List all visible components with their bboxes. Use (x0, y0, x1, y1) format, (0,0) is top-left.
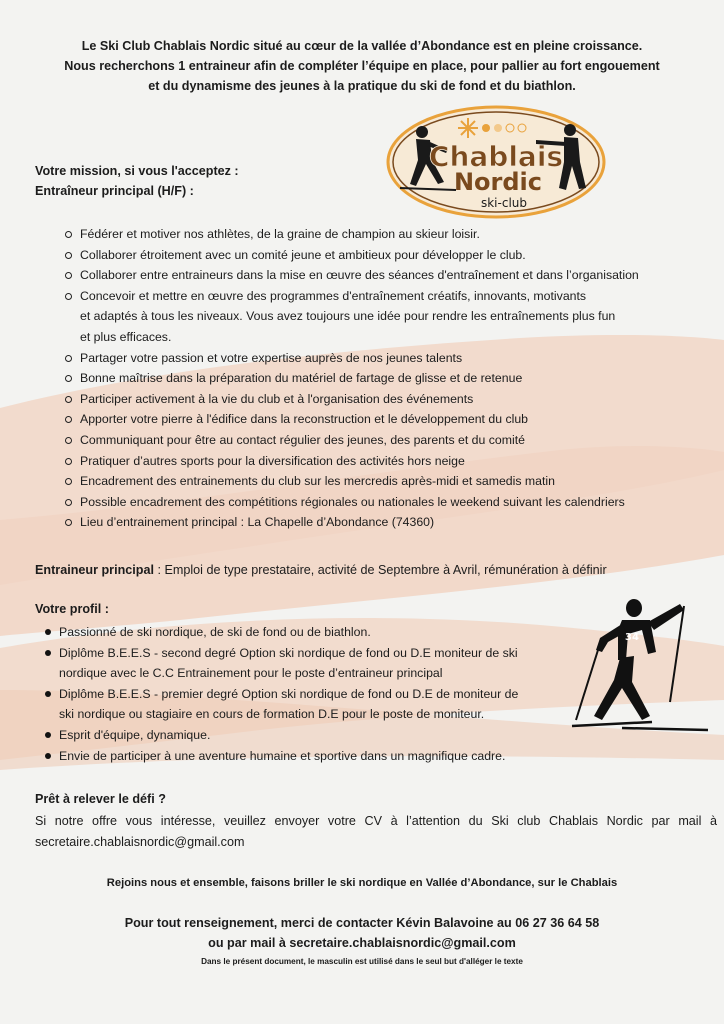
contact-phone-line: Pour tout renseignement, merci de contacter Kévin Balavoine au 06 27 36 64 58 (124, 916, 600, 930)
gender-note: Dans le présent document, le masculin est utilisé dans le seul but d'alléger le texte (201, 957, 523, 966)
employment-line (35, 560, 607, 580)
profile-title: Votre profil : (35, 602, 109, 616)
list-item-text: et plus efficaces. (80, 329, 172, 344)
list-item (64, 512, 719, 533)
list-item-text: Envie de participer à une aventure humaine et sportive dans un magnifique cadre. (59, 748, 506, 763)
intro-line: Le Ski Club Chablais Nordic situé au cœur de la vallée d’Abondance est en pleine croissance. (81, 39, 643, 53)
mission-heading (35, 161, 239, 201)
intro-line: Nous recherchons 1 entraineur afin de compléter l’équipe en place, pour pallier au fort engouement (64, 59, 660, 73)
intro-paragraph (20, 36, 704, 96)
application-instructions (35, 811, 717, 853)
contact-info (0, 913, 724, 953)
logo-word-nordic: Nordic (453, 168, 543, 196)
list-item-text: Participer activement à la vie du club et à l'organisation des événements (80, 391, 474, 406)
list-item (43, 746, 563, 767)
skier-illustration (562, 590, 712, 740)
intro-line: et du dynamisme des jeunes à la pratique du ski de fond et du biathlon. (148, 79, 576, 93)
list-item-text: et adaptés à tous les niveaux. Vous avez toujours une idée pour rendre les entraînements plus fun (80, 309, 616, 324)
list-item (64, 265, 719, 286)
call-to-action: Rejoins nous et ensemble, faisons briller le ski nordique en Vallée d’Abondance, sur le Chablais (106, 877, 618, 889)
list-item-text: ski nordique ou stagiaire en cours de formation D.E pour le poste de moniteur. (59, 707, 485, 722)
employment-label: Entraineur principal (35, 563, 154, 577)
list-item-text: Pratiquer d’autres sports pour la diversification des activités hors neige (80, 453, 465, 468)
application-text: Si notre offre vous intéresse, veuillez envoyer votre CV à l’attention du Ski club Chablais Nordic par mail à (35, 814, 717, 828)
application-email[interactable]: secretaire.chablaisnordic@gmail.com (35, 835, 245, 849)
list-item (64, 389, 719, 410)
bib-number: 34 (625, 632, 639, 643)
list-item-text: nordique avec le C.C Entrainement pour le poste d’entraineur principal (59, 666, 443, 681)
list-item (43, 725, 563, 746)
list-item-text: Possible encadrement des compétitions régionales ou nationales le weekend suivant les calendriers (80, 494, 625, 509)
list-item (43, 622, 563, 643)
list-item (43, 684, 563, 725)
mission-subtitle: Entraîneur principal (H/F) : (35, 184, 194, 198)
list-item (64, 492, 719, 513)
list-item-text: Lieu d’entrainement principal : La Chapelle d’Abondance (74360) (80, 515, 435, 530)
list-item-text: Bonne maîtrise dans la préparation du matériel de fartage de glisse et de retenue (80, 371, 523, 386)
list-item (64, 245, 719, 266)
list-item (43, 643, 563, 684)
list-item-text: Passionné de ski nordique, de ski de fond ou de biathlon. (59, 625, 371, 639)
list-item-text: Apporter votre pierre à l'édifice dans la reconstruction et le développement du club (80, 412, 529, 427)
contact-email-line[interactable]: ou par mail à secretaire.chablaisnordic@gmail.com (208, 936, 516, 950)
list-item (64, 409, 719, 430)
profile-list (43, 622, 563, 766)
list-item (64, 224, 719, 245)
list-item-text: Diplôme B.E.E.S - premier degré Option ski nordique de fond ou D.E de moniteur de (59, 686, 519, 701)
logo-word-chablais: Chablais (428, 140, 564, 173)
list-item (64, 430, 719, 451)
list-item (64, 471, 719, 492)
list-item (64, 451, 719, 472)
mission-title: Votre mission, si vous l'acceptez : (35, 164, 239, 178)
list-item-text: Collaborer étroitement avec un comité jeune et ambitieux pour développer le club. (80, 247, 526, 262)
challenge-title: Prêt à relever le défi ? (35, 792, 166, 806)
list-item (64, 348, 719, 369)
list-item-text: Partager votre passion et votre expertise auprès de nos jeunes talents (80, 350, 463, 365)
employment-text: : Emploi de type prestataire, activité de Septembre à Avril, rémunération à définir (153, 563, 607, 577)
list-item-text: Diplôme B.E.E.S - second degré Option ski nordique de fond ou D.E moniteur de ski (59, 645, 518, 660)
list-item (64, 286, 719, 348)
list-item-text: Fédérer et motiver nos athlètes, de la graine de champion au skieur loisir. (80, 227, 480, 241)
list-item (64, 368, 719, 389)
list-item-text: Communiquant pour être au contact régulier des jeunes, des parents et du comité (80, 432, 525, 447)
mission-task-list (64, 224, 719, 533)
list-item-text: Collaborer entre entraineurs dans la mise en œuvre des séances d'entraînement et dans l’organisation (80, 268, 639, 283)
chablais-nordic-logo (386, 104, 606, 220)
list-item-text: Esprit d'équipe, dynamique. (59, 727, 211, 742)
logo-tagline: ski-club (480, 196, 528, 210)
list-item-text: Encadrement des entrainements du club sur les mercredis après-midi et samedis matin (80, 474, 556, 489)
list-item-text: Concevoir et mettre en œuvre des programmes d'entraînement créatifs, innovants, motivants (80, 288, 587, 303)
